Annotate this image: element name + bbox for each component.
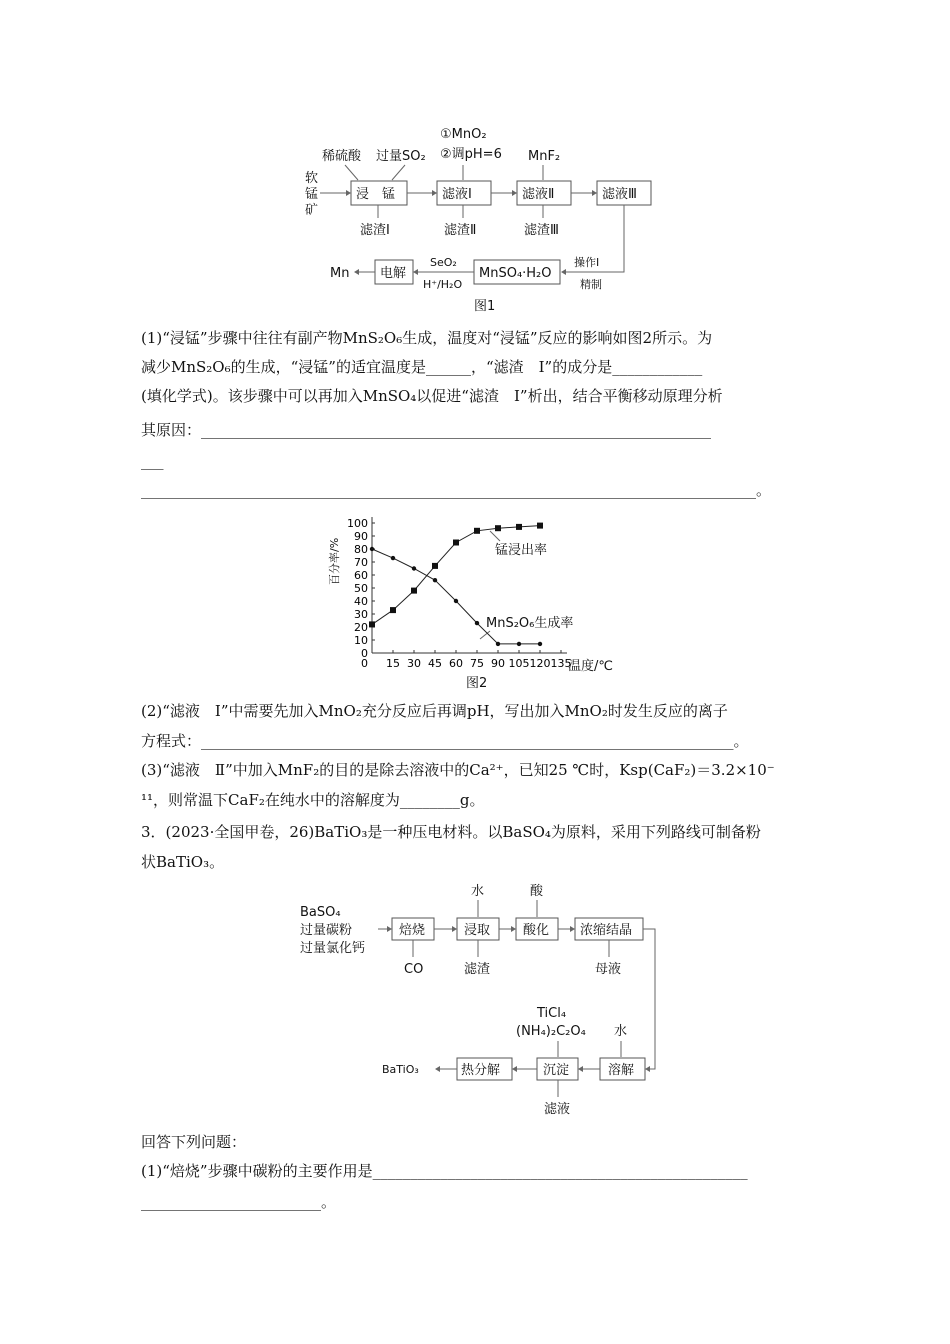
figure-1-caption: 图1 xyxy=(474,299,496,314)
q2-line-2: 方程式：_______________________________________________________________________。 xyxy=(141,732,749,750)
feed-baso4: BaSO₄ xyxy=(300,905,341,920)
q1-line-6: __________________________________________________________________________________。 xyxy=(141,481,772,499)
series-1-point xyxy=(475,621,479,625)
chart-title: 图2 xyxy=(466,676,488,691)
temperature-chart xyxy=(0,505,950,705)
step-filtrate-2: 滤液Ⅱ xyxy=(522,187,555,202)
step-leach: 浸取 xyxy=(464,923,491,938)
q3-line-2: ¹¹，则常温下CaF₂在纯水中的溶解度为________g。 xyxy=(141,791,485,809)
reagent-mnf2: MnF₂ xyxy=(528,149,561,164)
product-mnso4-h2o: MnSO₄·H₂O xyxy=(479,266,552,281)
step-filtrate-3: 滤液Ⅲ xyxy=(602,187,637,202)
q1-line-3: (填化学式)。该步骤中可以再加入MnSO₄以促进“滤渣 Ⅰ”析出，结合平衡移动原理分析 xyxy=(141,387,723,405)
y-tick-label: 70 xyxy=(354,556,368,569)
series-1-point xyxy=(454,599,458,603)
step-concentrate: 浓缩结晶 xyxy=(580,923,633,938)
condition-seo2: SeO₂ xyxy=(430,256,457,269)
x-tick-label: 30 xyxy=(407,657,421,670)
chart-xlabel: 温度/℃ xyxy=(568,659,613,674)
final-batio3: BaTiO₃ xyxy=(382,1063,419,1076)
reagent-ticl4: TiCl₄ xyxy=(537,1006,567,1021)
origin-label: 0 xyxy=(361,657,368,670)
out-mother-liquor: 母液 xyxy=(595,962,622,977)
out-residue: 滤渣 xyxy=(464,962,491,977)
q3-1-line-2: ________________________。 xyxy=(141,1193,337,1211)
series-0-point xyxy=(411,588,417,594)
step-acidify: 酸化 xyxy=(523,923,550,938)
x-tick-label: 60 xyxy=(449,657,463,670)
series-1-point xyxy=(370,547,374,551)
operation-1-label: 操作Ⅰ xyxy=(574,256,600,269)
step-dissolve: 溶解 xyxy=(608,1063,635,1078)
flowchart-figure-1 xyxy=(0,0,950,320)
y-tick-label: 50 xyxy=(354,582,368,595)
y-tick-label: 60 xyxy=(354,569,368,582)
condition-h-h2o: H⁺/H₂O xyxy=(423,278,463,291)
series-label-mns2o6: MnS₂O₆生成率 xyxy=(486,616,574,631)
step-filtrate-1: 滤液Ⅰ xyxy=(442,187,472,202)
series-1-point xyxy=(517,642,521,646)
step-precipitate: 沉淀 xyxy=(543,1063,570,1078)
question-3-intro-1: 3．(2023·全国甲卷，26)BaTiO₃是一种压电材料。以BaSO₄为原料，采用下列路线可制备粉 xyxy=(141,823,761,841)
chart-ylabel: 百分率/% xyxy=(328,537,341,585)
q2-line-1: (2)“滤液 Ⅰ”中需要先加入MnO₂充分反应后再调pH，写出加入MnO₂时发生反应的离子 xyxy=(141,702,728,720)
q3-1-line-1: (1)“焙烧”步骤中碳粉的主要作用是__________________________________________________ xyxy=(141,1162,748,1180)
series-0-point xyxy=(537,523,543,529)
reagent-water: 水 xyxy=(471,884,485,899)
series-0-point xyxy=(474,528,480,534)
series-label-mn-leach: 锰浸出率 xyxy=(495,543,548,558)
y-tick-label: 100 xyxy=(347,517,368,530)
answer-prompt: 回答下列问题： xyxy=(141,1133,247,1151)
series-0-point xyxy=(495,525,501,531)
y-tick-label: 0 xyxy=(361,647,368,660)
reagent-excess-so2: 过量SO₂ xyxy=(376,149,426,164)
series-0-point xyxy=(369,621,375,627)
series-1-point xyxy=(433,578,437,582)
step-leach-mn: 浸 锰 xyxy=(356,187,396,202)
reagent-acid: 酸 xyxy=(530,884,544,899)
y-tick-label: 10 xyxy=(354,634,368,647)
series-0-point xyxy=(516,524,522,530)
x-tick-label: 45 xyxy=(428,657,442,670)
x-tick-label: 15 xyxy=(386,657,400,670)
q1-line-1: (1)“浸锰”步骤中往往有副产物MnS₂O₆生成，温度对“浸锰”反应的影响如图2所示。为 xyxy=(141,329,713,347)
series-1-point xyxy=(496,642,500,646)
series-1-point xyxy=(412,566,416,570)
series-1-point xyxy=(538,642,542,646)
series-0-point xyxy=(432,563,438,569)
q3-line-1: (3)“滤液 Ⅱ”中加入MnF₂的目的是除去溶液中的Ca²⁺，已知25 ℃时，Ksp(CaF₂)＝3.2×10⁻ xyxy=(141,761,775,779)
refine-label: 精制 xyxy=(580,278,602,291)
reagent-water-2: 水 xyxy=(614,1024,628,1039)
ore-label-2: 锰 xyxy=(305,187,319,202)
feed-carbon: 过量碳粉 xyxy=(300,923,353,938)
y-tick-label: 30 xyxy=(354,608,368,621)
reagent-adjust-ph: ②调pH=6 xyxy=(440,147,502,162)
y-tick-label: 90 xyxy=(354,530,368,543)
residue-2: 滤渣Ⅱ xyxy=(444,223,477,238)
x-tick-label: 120 xyxy=(529,657,551,670)
x-tick-label: 75 xyxy=(470,657,484,670)
ore-label-1: 软 xyxy=(305,171,319,186)
x-tick-label: 90 xyxy=(491,657,505,670)
reagent-mno2: ①MnO₂ xyxy=(440,127,487,142)
residue-1: 滤渣Ⅰ xyxy=(360,223,390,238)
final-mn: Mn xyxy=(330,266,350,281)
reagent-dilute-sulfuric-acid: 稀硫酸 xyxy=(322,149,362,164)
series-1-point xyxy=(391,556,395,560)
residue-3: 滤渣Ⅲ xyxy=(524,223,559,238)
out-co: CO xyxy=(404,962,424,977)
reagent-oxalate: (NH₄)₂C₂O₄ xyxy=(516,1024,586,1039)
q1-line-5: ___ xyxy=(141,452,164,470)
y-tick-label: 40 xyxy=(354,595,368,608)
flowchart-figure-3 xyxy=(0,875,950,1125)
step-electrolysis: 电解 xyxy=(380,266,407,281)
q1-line-2: 减少MnS₂O₆的生成，“浸锰”的适宜温度是______，“滤渣 Ⅰ”的成分是____________ xyxy=(141,358,703,376)
x-tick-label: 105 xyxy=(508,657,530,670)
y-tick-label: 80 xyxy=(354,543,368,556)
ore-label-3: 矿 xyxy=(305,203,319,218)
question-3-intro-2: 状BaTiO₃。 xyxy=(141,853,225,871)
step-roast: 焙烧 xyxy=(399,923,426,938)
step-thermal-decompose: 热分解 xyxy=(461,1063,501,1078)
series-0-point xyxy=(453,540,459,546)
feed-cacl2: 过量氯化钙 xyxy=(300,941,366,956)
out-filtrate: 滤液 xyxy=(544,1102,571,1117)
x-tick-label: 135 xyxy=(550,657,572,670)
y-tick-label: 20 xyxy=(354,621,368,634)
q1-line-4: 其原因：____________________________________________________________________ xyxy=(141,421,712,439)
series-0-point xyxy=(390,607,396,613)
